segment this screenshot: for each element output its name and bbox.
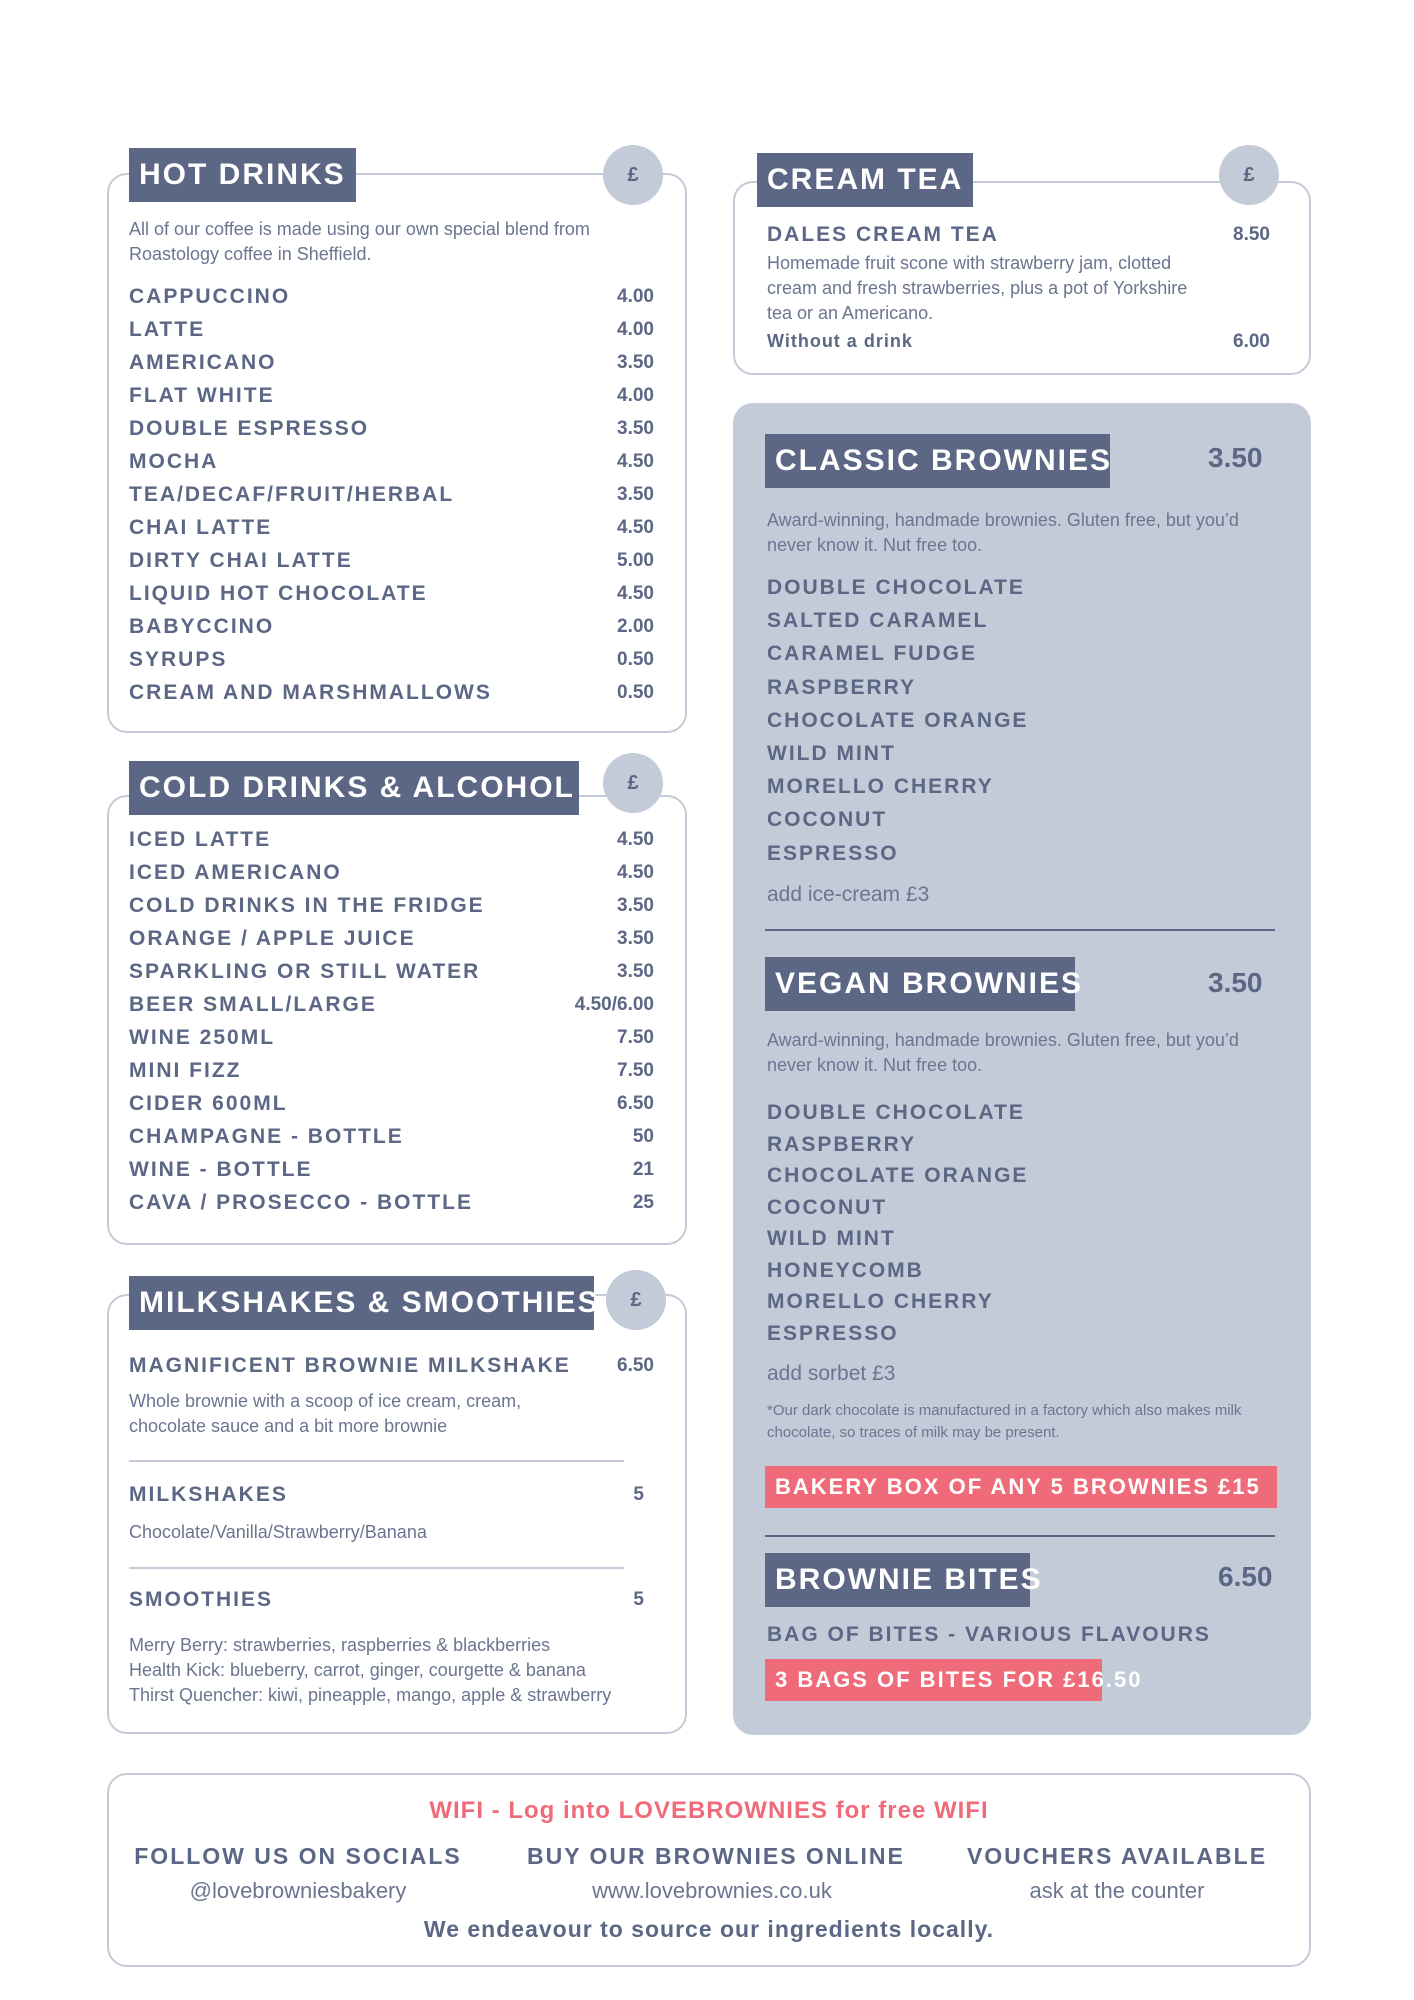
item-price: 8.50 (1233, 224, 1270, 245)
brownie-bites-title: BROWNIE BITES (765, 1553, 1030, 1607)
item-price: 2.00 (617, 616, 654, 637)
item-price: 3.50 (617, 928, 654, 949)
vouchers-text: ask at the counter (1029, 1878, 1205, 1903)
item-name: LIQUID HOT CHOCOLATE (129, 582, 428, 605)
flavour-item (767, 1128, 1167, 1161)
cream-tea-title: CREAM TEA (757, 153, 973, 207)
item-name: FLAT WHITE (129, 384, 275, 407)
item-name: DALES CREAM TEA (767, 223, 999, 246)
bites-offer: 3 BAGS OF BITES FOR £16.50 (765, 1659, 1102, 1701)
online-url[interactable]: www.lovebrownies.co.uk (592, 1878, 832, 1903)
flavour-name: ESPRESSO (767, 1321, 899, 1345)
flavour-name: CARAMEL FUDGE (767, 642, 977, 666)
item-name: CAVA / PROSECCO - BOTTLE (129, 1191, 473, 1214)
flavour-item (767, 1191, 1167, 1224)
item-price: 3.50 (617, 484, 654, 505)
item-name: DIRTY CHAI LATTE (129, 549, 353, 572)
flavour-item (767, 770, 1167, 803)
menu-item-row (129, 1153, 654, 1186)
vegan-brownies-price: 3.50 (1208, 967, 1263, 998)
item-name: DOUBLE ESPRESSO (129, 417, 370, 440)
flavour-name: SALTED CARAMEL (767, 609, 989, 633)
item-name: Without a drink (767, 331, 913, 351)
item-price: 4.50 (617, 862, 654, 883)
item-price: 4.00 (617, 286, 654, 307)
item-price: 4.00 (617, 319, 654, 340)
menu-item-row (129, 1186, 654, 1219)
menu-item-row (129, 1087, 654, 1120)
bakery-box-offer: BAKERY BOX OF ANY 5 BROWNIES £15 (765, 1466, 1277, 1508)
item-price: 6.50 (617, 1355, 654, 1376)
item-name: BEER SMALL/LARGE (129, 993, 377, 1016)
wifi-notice: WIFI - Log into LOVEBROWNIES for free WIFI (429, 1797, 989, 1824)
brownie-bites-price: 6.50 (1218, 1561, 1273, 1592)
milkshakes-title: MILKSHAKES & SMOOTHIES (129, 1276, 594, 1330)
item-name: CREAM AND MARSHMALLOWS (129, 681, 492, 704)
classic-addon: add ice-cream £3 (767, 883, 930, 906)
divider (765, 1535, 1275, 1537)
menu-item-row (129, 610, 654, 643)
cream-tea-description: Homemade fruit scone with strawberry jam, clotted cream and fresh strawberries, plus a pot of Yorkshire tea or an Americano. (767, 253, 1188, 323)
flavour-name: CHOCOLATE ORANGE (767, 708, 1029, 732)
brownie-milkshake-description: Whole brownie with a scoop of ice cream, cream, chocolate sauce and a bit more brownie (129, 1391, 522, 1436)
flavour-name: HONEYCOMB (767, 1258, 924, 1282)
vegan-brownies-description: Award-winning, handmade brownies. Gluten free, but you’d never know it. Nut free too. (767, 1030, 1239, 1075)
menu-item-row (129, 1021, 654, 1054)
flavour-item (767, 1254, 1167, 1287)
item-price: 7.50 (617, 1060, 654, 1081)
menu-item-row (129, 544, 654, 577)
flavour-name: RASPBERRY (767, 1132, 917, 1156)
item-name: MINI FIZZ (129, 1059, 242, 1082)
item-name: SPARKLING OR STILL WATER (129, 960, 481, 983)
vegan-addon: add sorbet £3 (767, 1362, 896, 1385)
flavour-name: WILD MINT (767, 742, 896, 765)
item-name: MILKSHAKES (129, 1483, 288, 1506)
brownie-milkshake-row (129, 1349, 654, 1382)
pound-icon: £ (606, 1270, 666, 1330)
classic-brownies-description: Award-winning, handmade brownies. Gluten free, but you’d never know it. Nut free too. (767, 510, 1239, 555)
menu-item-row (129, 1120, 654, 1153)
menu-item-row (129, 379, 654, 412)
flavour-name: DOUBLE CHOCOLATE (767, 1101, 1025, 1124)
menu-item-row (129, 955, 654, 988)
smoothie-line: Thirst Quencher: kiwi, pineapple, mango, apple & strawberry (129, 1685, 612, 1705)
item-price: 3.50 (617, 895, 654, 916)
item-name: MOCHA (129, 450, 219, 473)
vouchers-heading: VOUCHERS AVAILABLE (966, 1843, 1268, 1869)
vegan-note: *Our dark chocolate is manufactured in a factory which also makes milk chocolate, so traces of milk may be present. (767, 1402, 1242, 1441)
item-name: WINE - BOTTLE (129, 1158, 313, 1181)
divider (129, 1567, 624, 1569)
item-name: WINE 250ML (129, 1026, 276, 1049)
menu-item-row (129, 511, 654, 544)
item-price: 4.50 (617, 451, 654, 472)
divider (129, 1460, 624, 1462)
flavour-name: COCONUT (767, 1195, 888, 1219)
item-price: 6.50 (617, 1093, 654, 1114)
flavour-item (767, 1159, 1167, 1192)
item-name: SYRUPS (129, 648, 228, 671)
menu-item-row (129, 922, 654, 955)
item-name: ICED LATTE (129, 828, 272, 851)
socials-handle[interactable]: @lovebrowniesbakery (189, 1878, 407, 1903)
smoothie-line: Health Kick: blueberry, carrot, ginger, courgette & banana (129, 1660, 586, 1680)
item-name: TEA/DECAF/FRUIT/HERBAL (129, 483, 455, 506)
item-name: MAGNIFICENT BROWNIE MILKSHAKE (129, 1354, 571, 1377)
item-price: 6.00 (1233, 331, 1270, 352)
item-name: CAPPUCCINO (129, 285, 291, 308)
item-price: 3.50 (617, 352, 654, 373)
item-price: 4.50 (617, 517, 654, 538)
dales-cream-tea-row (767, 218, 1270, 251)
menu-item-row (129, 313, 654, 346)
item-name: ICED AMERICANO (129, 861, 342, 884)
flavour-item (767, 704, 1167, 737)
item-name: SMOOTHIES (129, 1588, 274, 1611)
footer-tagline: We endeavour to source our ingredients locally. (423, 1916, 995, 1942)
classic-brownies-price: 3.50 (1208, 442, 1263, 473)
flavour-item (767, 671, 1167, 704)
milkshakes-row (129, 1478, 644, 1511)
flavour-item (767, 1317, 1167, 1350)
pound-icon: £ (603, 753, 663, 813)
item-price: 7.50 (617, 1027, 654, 1048)
item-price: 4.00 (617, 385, 654, 406)
flavour-name: RASPBERRY (767, 675, 917, 699)
flavour-item (767, 803, 1167, 836)
item-price: 4.50 (617, 829, 654, 850)
item-price: 0.50 (617, 649, 654, 670)
menu-item-row (129, 823, 654, 856)
flavour-name: CHOCOLATE ORANGE (767, 1164, 1029, 1187)
item-name: BAG OF BITES - VARIOUS FLAVOURS (767, 1623, 1211, 1646)
item-price: 0.50 (617, 682, 654, 703)
flavour-item (767, 1285, 1167, 1318)
flavour-name: MORELLO CHERRY (767, 1290, 994, 1313)
menu-item-row (129, 445, 654, 478)
item-name: LATTE (129, 318, 206, 341)
item-price: 3.50 (617, 418, 654, 439)
divider (765, 929, 1275, 931)
flavour-name: DOUBLE CHOCOLATE (767, 576, 1025, 599)
flavour-name: ESPRESSO (767, 841, 899, 865)
menu-item-row (129, 1054, 654, 1087)
flavour-item (767, 637, 1167, 670)
item-price: 21 (632, 1159, 654, 1180)
flavour-item (767, 571, 1167, 604)
item-price: 5.00 (617, 550, 654, 571)
flavour-name: MORELLO CHERRY (767, 775, 994, 799)
menu-item-row (129, 676, 654, 709)
online-heading: BUY OUR BROWNIES ONLINE (527, 1843, 905, 1869)
menu-item-row (129, 856, 654, 889)
menu-item-row (129, 889, 654, 922)
classic-brownies-title: CLASSIC BROWNIES (765, 434, 1110, 488)
item-price: 5 (633, 1589, 644, 1610)
item-name: BABYCCINO (129, 615, 275, 638)
hot-drinks-title: HOT DRINKS (129, 148, 356, 202)
flavour-item (767, 1096, 1167, 1129)
flavour-item (767, 737, 1167, 770)
menu-item-row (129, 346, 654, 379)
flavour-item (767, 837, 1167, 870)
smoothie-line: Merry Berry: strawberries, raspberries & blackberries (129, 1635, 551, 1655)
item-name: ORANGE / APPLE JUICE (129, 927, 416, 950)
hot-drinks-description: All of our coffee is made using our own special blend from Roastology coffee in Sheffield. (129, 219, 590, 264)
flavour-item (767, 604, 1167, 637)
item-price: 4.50 (617, 583, 654, 604)
milkshakes-description: Chocolate/Vanilla/Strawberry/Banana (129, 1522, 427, 1542)
smoothies-row (129, 1583, 644, 1616)
item-name: CHAMPAGNE - BOTTLE (129, 1125, 404, 1148)
bag-of-bites-row (767, 1618, 1277, 1651)
flavour-item (767, 1222, 1167, 1255)
item-name: COLD DRINKS IN THE FRIDGE (129, 894, 485, 917)
cold-drinks-title: COLD DRINKS & ALCOHOL (129, 761, 579, 815)
item-name: CHAI LATTE (129, 516, 273, 539)
menu-item-row (129, 280, 654, 313)
menu-item-row (129, 988, 654, 1021)
menu-item-row (129, 412, 654, 445)
pound-icon: £ (1219, 145, 1279, 205)
pound-icon: £ (603, 145, 663, 205)
item-price: 4.50/6.00 (574, 994, 654, 1015)
menu-item-row (129, 577, 654, 610)
flavour-name: COCONUT (767, 808, 888, 832)
item-price: 5 (633, 1484, 644, 1505)
vegan-brownies-title: VEGAN BROWNIES (765, 957, 1075, 1011)
item-name: CIDER 600ML (129, 1092, 288, 1115)
socials-heading: FOLLOW US ON SOCIALS (134, 1843, 462, 1869)
item-name: AMERICANO (129, 351, 277, 374)
menu-item-row (129, 478, 654, 511)
without-drink-row (767, 325, 1270, 358)
menu-item-row (129, 643, 654, 676)
item-price: 25 (632, 1192, 654, 1213)
item-price: 50 (632, 1126, 654, 1147)
flavour-name: WILD MINT (767, 1227, 896, 1250)
item-price: 3.50 (617, 961, 654, 982)
